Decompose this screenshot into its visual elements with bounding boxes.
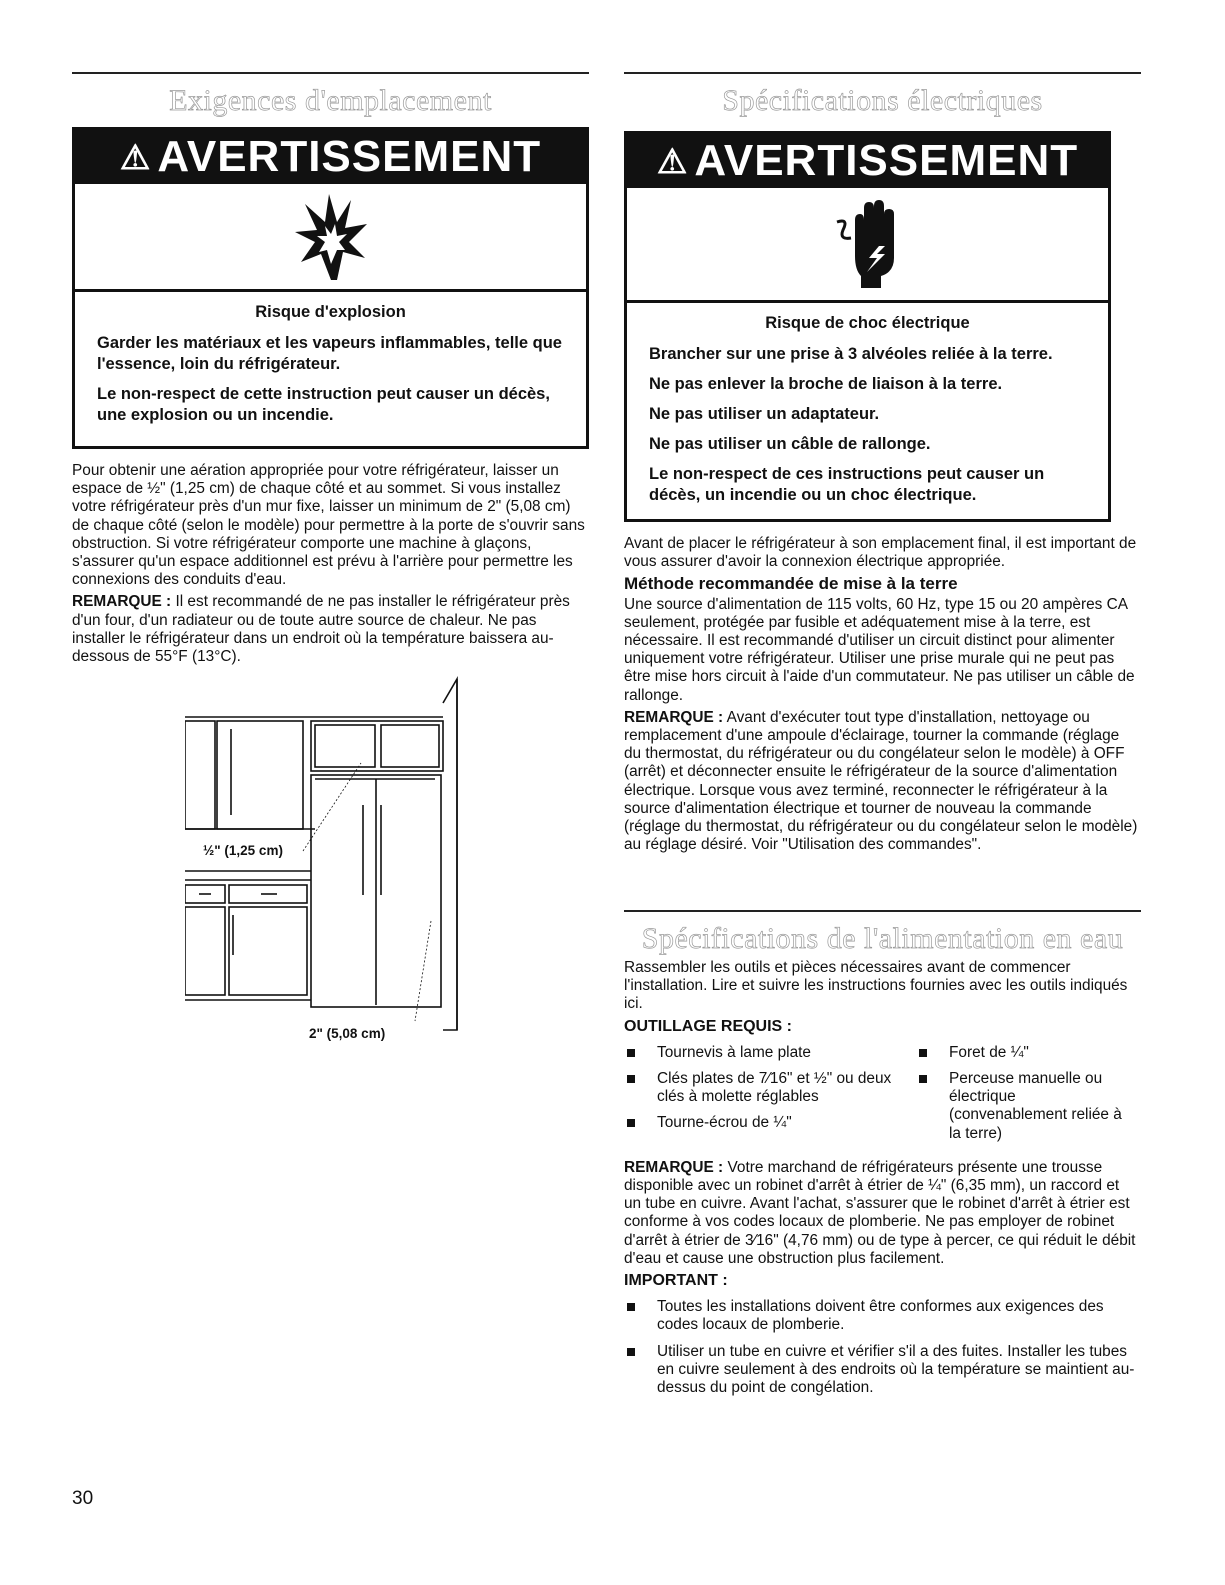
water-section-rule — [624, 910, 1141, 912]
list-item: Perceuse manuelle ou électrique (convenablement reliée à la terre) — [916, 1070, 1136, 1143]
warning-line: Ne pas utiliser un câble de rallonge. — [649, 435, 931, 453]
water-text-block — [624, 959, 1140, 1405]
ventilation-paragraph: Pour obtenir une aération appropriée pour votre réfrigérateur, laisser un espace de ½" (1,25 cm) de chaque côté et au sommet. Si vous installez votre réfrigérateur près d'un mur fixe, laisser un minimum de 2" (5,08 cm) de chaque côté (selon le modèle) pour permettre à la porte de s'ouvrir sans obstruction. Si votre réfrigérateur comporte une machine à glaçons, s'assurer qu'un espace additionnel est prévu à l'arrière pour permettre les connexions des conduits d'eau. — [72, 462, 585, 589]
warning-line: Le non-respect de ces instructions peut causer un décès, un incendie ou un choc électrique. — [649, 465, 1045, 504]
warning-body — [75, 292, 586, 441]
left-section-title: Exigences d'emplacement — [169, 84, 492, 117]
tools-col-1 — [624, 1044, 916, 1151]
hazard-title: Risque de choc électrique — [765, 314, 970, 332]
warning-line: Garder les matériaux et les vapeurs inflammables, telle que l'essence, loin du réfrigérateur. — [97, 334, 562, 373]
left-top-rule — [72, 72, 589, 74]
warning-header: ⚠ AVERTISSEMENT — [627, 134, 1108, 188]
warning-triangle-icon: ⚠ — [656, 143, 689, 181]
supply-note: REMARQUE : Votre marchand de réfrigérateurs présente une trousse disponible avec un robinet d'arrêt à étrier de ¼" (6,35 mm), un raccord et un tube en cuivre. Avant l'achat, s'assurer que le robinet d'arrêt à étrier est conforme à vos codes locaux de plomberie. Ne pas employer de robinet d'arrêt à étrier de 3⁄16" (4,76 mm) ou de type à percer, ce qui réduit le débit d'eau et cause une obstruction plus facilement. — [624, 1158, 1136, 1267]
tools-heading: OUTILLAGE REQUIS : — [624, 1017, 792, 1035]
water-section-title: Spécifications de l'alimentation en eau — [641, 922, 1124, 955]
warning-line: Ne pas enlever la broche de liaison à la terre. — [649, 375, 1003, 393]
right-text-block — [624, 535, 1140, 858]
warning-triangle-icon: ⚠ — [119, 139, 152, 177]
page-number: 30 — [72, 1488, 94, 1509]
right-top-rule — [624, 72, 1141, 74]
warning-line: Le non-respect de cette instruction peut causer un décès, une explosion ou un incendie. — [97, 385, 550, 424]
list-item: Tournevis à lame plate — [624, 1044, 916, 1062]
electric-shock-icon — [627, 188, 1108, 303]
explosion-icon — [75, 184, 586, 292]
ground-method-text: Une source d'alimentation de 115 volts, 60 Hz, type 15 ou 20 ampères CA seulement, protégée par fusible et adéquatement mise à la terre, est nécessaire. Il est recommandé d'utiliser un circuit distinct pour alimenter uniquement votre réfrigérateur. Utiliser une prise murale qui ne peut pas être mise hors circuit à l'aide d'un commutateur. Ne pas utiliser un câble de rallonge. — [624, 595, 1135, 704]
list-item: Clés plates de 7⁄16" et ½" ou deux clés à molette réglables — [624, 1070, 916, 1106]
important-list — [624, 1298, 1140, 1397]
right-note: REMARQUE : Avant d'exécuter tout type d'installation, nettoyage ou remplacement d'une ampoule d'éclairage, tourner la commande (réglage du thermostat, du réfrigérateur ou du congélateur selon le modèle) à OFF (arrêt) et déconnecter ensuite le réfrigérateur de la source d'alimentation électrique. Lorsque vous avez terminé, reconnecter le réfrigérateur à la source d'alimentation électrique et tourner de nouveau la commande (réglage du thermostat, du réfrigérateur ou du congélateur selon le modèle) au réglage désiré. Voir "Utilisation des commandes". — [624, 708, 1138, 854]
warning-body — [627, 303, 1108, 521]
left-note: REMARQUE : Il est recommandé de ne pas installer le réfrigérateur près d'un four, d'un radiateur ou de toute autre source de chaleur. Ne pas installer le réfrigérateur dans un endroit où la température baissera au-dessous de 55°F (13°C). — [72, 593, 570, 666]
list-item: Foret de ¼" — [916, 1044, 1136, 1062]
left-text-block — [72, 462, 589, 670]
side-clearance-label: ½" (1,25 cm) — [203, 843, 283, 858]
electrical-intro: Avant de placer le réfrigérateur à son emplacement final, il est important de vous assurer d'avoir la connexion électrique appropriée. — [624, 535, 1137, 571]
wall-clearance-label: 2" (5,08 cm) — [309, 1026, 386, 1041]
list-item: Toutes les installations doivent être conformes aux exigences des codes locaux de plomberie. — [624, 1298, 1140, 1334]
ground-method-heading: Méthode recommandée de mise à la terre — [624, 574, 958, 594]
warning-line: Brancher sur une prise à 3 alvéoles reliée à la terre. — [649, 345, 1053, 363]
list-item: Utiliser un tube en cuivre et vérifier s'il a des fuites. Installer les tubes en cuivre seulement à des endroits où la température se maintient au-dessus du point de congélation. — [624, 1343, 1140, 1398]
important-heading: IMPORTANT : — [624, 1272, 728, 1290]
electric-warning-box — [624, 131, 1111, 522]
water-intro: Rassembler les outils et pièces nécessaires avant de commencer l'installation. Lire et suivre les instructions fournies avec les outils indiqués ici. — [624, 959, 1128, 1013]
warning-line: Ne pas utiliser un adaptateur. — [649, 405, 880, 423]
hazard-title: Risque d'explosion — [255, 303, 406, 321]
tools-list — [624, 1044, 1140, 1151]
explosion-warning-box — [72, 127, 589, 449]
list-item: Tourne-écrou de ¼" — [624, 1114, 916, 1132]
warning-header: ⚠ AVERTISSEMENT — [75, 130, 586, 184]
tools-col-2 — [916, 1044, 1136, 1151]
right-section-title: Spécifications électriques — [722, 84, 1043, 117]
